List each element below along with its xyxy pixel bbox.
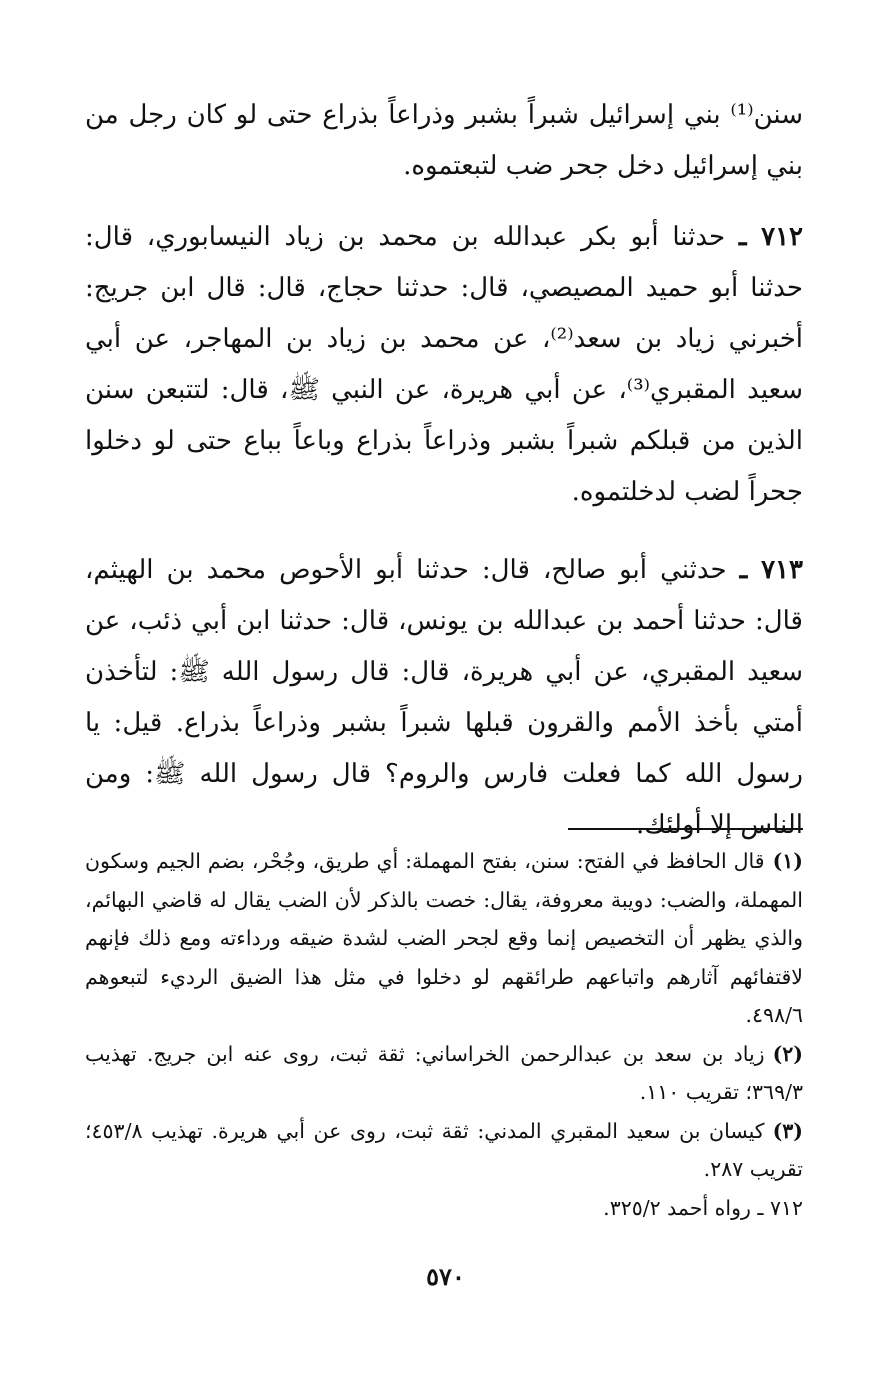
takhrij-712: ٧١٢ ـ رواه أحمد ٣٢٥/٢.: [603, 1195, 803, 1220]
footnote-3-text: كيسان بن سعيد المقبري المدني: ثقة ثبت، روى عن أبي هريرة. تهذيب ٤٥٣/٨؛ تقريب ٢٨٧.: [85, 1118, 803, 1181]
footnote-2: [85, 1035, 803, 1112]
footnote-3: [85, 1112, 803, 1189]
hadith-713: [85, 545, 803, 851]
hadith-712-text: حدثنا أبو بكر عبدالله بن محمد بن زياد النيسابوري، قال: حدثنا أبو حميد المصيصي، قال: حدثنا حجاج، قال: قال ابن جريج: أخبرني زياد بن سعد⁽²⁾، عن محمد بن زياد بن المهاجر، عن أبي سعيد المقبري⁽³⁾، عن أبي هريرة، عن النبي ﷺ، قال: لتتبعن سنن الذين من قبلكم شبراً بشبر وذراعاً بذراع وباعاً بباع حتى لو دخلوا جحراً لضب لدخلتموه.: [85, 222, 803, 507]
page-number: ٥٧٠: [426, 1262, 465, 1291]
footnote-1: [85, 842, 803, 1035]
footnote-1-mark: (١): [772, 849, 803, 873]
hadith-712: [85, 212, 803, 518]
footnote-divider: [568, 828, 803, 830]
hadith-713-text: حدثني أبو صالح، قال: حدثنا أبو الأحوص محمد بن الهيثم، قال: حدثنا أحمد بن عبدالله بن يونس، قال: حدثنا ابن أبي ذئب، عن سعيد المقبري، عن أبي هريرة، قال: قال رسول الله ﷺ: لتأخذن أمتي بأخذ الأمم والقرون قبلها شبراً بشبر وذراعاً بذراع. قيل: يا رسول الله كما فعلت فارس والروم؟ قال رسول الله ﷺ: ومن الناس إلا أولئك.: [85, 555, 803, 840]
hadith-710-ending: سنن⁽¹⁾ بني إسرائيل شبراً بشبر وذراعاً بذراع حتى لو كان رجل من بني إسرائيل دخل جحر ضب لتبعتموه.: [85, 100, 803, 181]
footnotes-block: [85, 842, 803, 1227]
footnote-2-text: زياد بن سعد بن عبدالرحمن الخراساني: ثقة ثبت، روى عنه ابن جريج. تهذيب ٣٦٩/٣؛ تقريب ١١٠.: [85, 1041, 803, 1104]
footnote-1-text: قال الحافظ في الفتح: سنن، بفتح المهملة: أي طريق، وجُحْر، بضم الجيم وسكون المهملة، والضب: دويبة معروفة، يقال: خصت بالذكر لأن الضب يقال له قاضي البهائم، والذي يظهر أن التخصيص إنما وقع لجحر الضب لشدة ضيقه ورداءته ومع ذلك فإنهم لاقتفائهم آثارهم واتباعهم طرائقهم لو دخلوا في مثل هذا الضيق الرديء لتبعوهم ٤٩٨/٦.: [85, 849, 803, 1027]
hadith-712-number: ٧١٢ ـ: [738, 222, 804, 252]
footnote-2-mark: (٢): [772, 1041, 803, 1066]
hadith-713-number: ٧١٣ ـ: [739, 555, 803, 585]
footnote-3-mark: (٣): [772, 1118, 803, 1143]
main-text-block: [85, 90, 803, 851]
